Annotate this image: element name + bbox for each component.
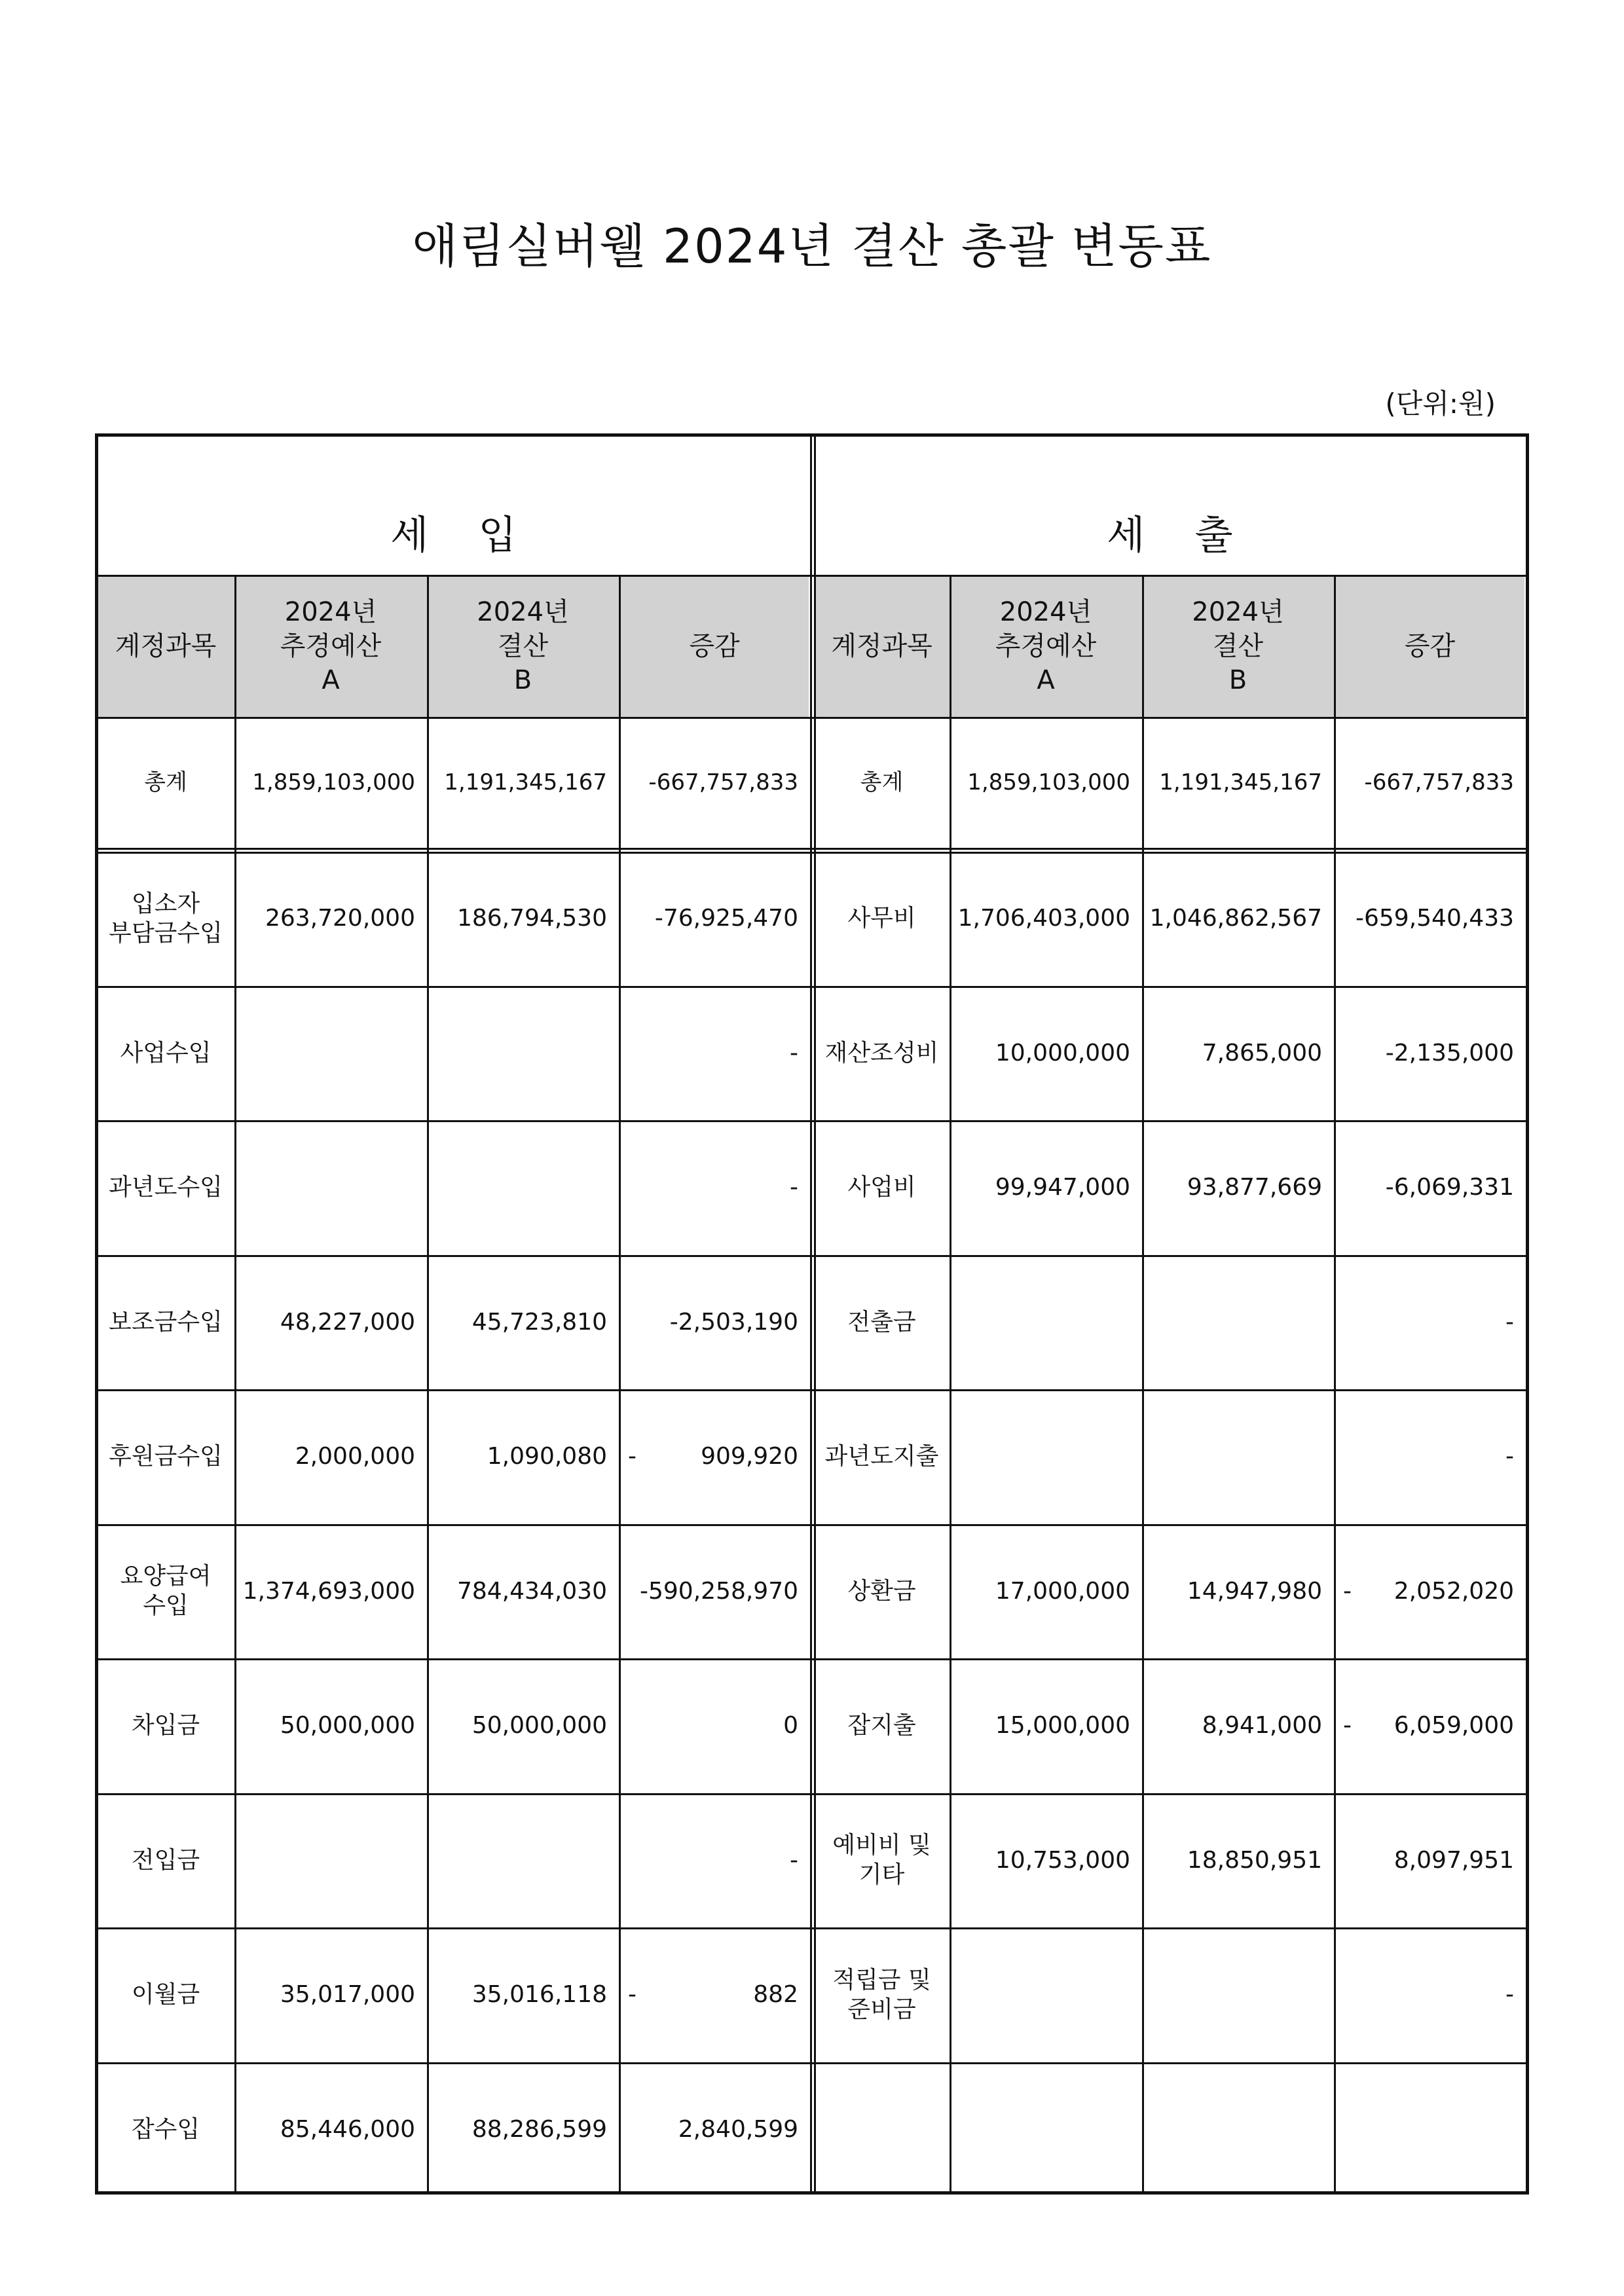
expense-row-budget	[950, 2062, 1142, 2197]
expense-row-account: 잡지출	[847, 1712, 916, 1740]
income-row-change	[619, 1389, 810, 1524]
income-row-account: 후원금수입	[109, 1443, 223, 1470]
income-row-change: -	[790, 1174, 798, 1201]
change-sign: -	[1343, 1712, 1352, 1740]
income-row-settlement: 50,000,000	[471, 1712, 607, 1740]
income-row-budget: 2,000,000	[295, 1443, 415, 1470]
expense-row-account: 상환금	[847, 1577, 916, 1605]
income-row-settlement: 186,794,530	[456, 905, 607, 932]
expense-total-change: -667,757,833	[1364, 769, 1514, 795]
income-total-change: -667,757,833	[648, 769, 798, 795]
unit-label: (단위:원)	[1385, 388, 1496, 420]
expense-row-change: -659,540,433	[1355, 905, 1514, 932]
change-sign: -	[628, 1981, 637, 2009]
income-header-cell: 증감	[689, 630, 740, 661]
expense-row-change	[1334, 2062, 1526, 2197]
income-row-budget: 35,017,000	[280, 1981, 415, 2009]
expense-row-budget: 10,000,000	[995, 1039, 1130, 1066]
income-row-change: -590,258,970	[639, 1577, 798, 1605]
expense-row-budget: 99,947,000	[995, 1174, 1130, 1201]
expense-row-account: 재산조성비	[824, 1039, 939, 1066]
income-total-settlement: 1,191,345,167	[444, 769, 607, 795]
expense-row-settlement: 7,865,000	[1202, 1039, 1322, 1066]
expense-row-change: -	[1505, 1981, 1514, 2009]
income-row-budget: 263,720,000	[265, 905, 415, 932]
expense-row-account: 적립금 및 준비금	[832, 1966, 931, 2023]
expense-row-account: 과년도지출	[824, 1443, 939, 1470]
expense-row-settlement: 18,850,951	[1187, 1846, 1322, 1874]
expense-row-account: 전출금	[847, 1308, 916, 1336]
income-row-account: 과년도수입	[109, 1174, 223, 1201]
expense-row-change: -2,135,000	[1385, 1039, 1514, 1066]
expense-row-budget	[950, 1927, 1142, 2062]
income-row-change: -76,925,470	[654, 905, 798, 932]
income-row-change: 0	[783, 1712, 798, 1740]
income-section-title: 세 입	[390, 513, 517, 558]
expense-total-budget: 1,859,103,000	[967, 769, 1130, 795]
expense-row-budget: 17,000,000	[995, 1577, 1130, 1605]
income-row-budget: 1,374,693,000	[242, 1577, 415, 1605]
income-row-settlement: 784,434,030	[456, 1577, 607, 1605]
expense-header-cell: 2024년 결산 B	[1192, 596, 1284, 695]
expense-section-title: 세 출	[1107, 513, 1233, 558]
income-row-budget: 48,227,000	[280, 1308, 415, 1336]
page-title: 애림실버웰 2024년 결산 총괄 변동표	[412, 219, 1212, 274]
expense-row-change: -	[1505, 1308, 1514, 1336]
income-row-settlement	[427, 986, 619, 1121]
change-value: 2,052,020	[1393, 1577, 1514, 1605]
expense-row-settlement	[1142, 1255, 1334, 1390]
expense-row-budget	[950, 1255, 1142, 1390]
income-row-account: 전입금	[131, 1846, 200, 1874]
change-value: 882	[753, 1981, 798, 2009]
expense-row-budget: 10,753,000	[995, 1846, 1130, 1874]
income-row-budget	[234, 1793, 427, 1928]
expense-row-settlement	[1142, 2062, 1334, 2197]
expense-row-budget	[950, 1389, 1142, 1524]
income-row-change	[619, 1927, 810, 2062]
income-header-cell: 계정과목	[115, 630, 217, 661]
change-sign: -	[628, 1443, 637, 1470]
expense-row-settlement	[1142, 1927, 1334, 2062]
expense-header-cell: 증감	[1404, 630, 1456, 661]
income-row-settlement: 1,090,080	[487, 1443, 607, 1470]
expense-row-account: 사업비	[847, 1174, 916, 1201]
income-row-budget: 50,000,000	[280, 1712, 415, 1740]
table-grid-hline	[97, 848, 1527, 850]
expense-row-settlement: 1,046,862,567	[1149, 905, 1322, 932]
expense-row-change: 8,097,951	[1393, 1846, 1514, 1874]
income-row-settlement: 35,016,118	[471, 1981, 607, 2009]
expense-row-settlement	[1142, 1389, 1334, 1524]
income-row-settlement: 45,723,810	[471, 1308, 607, 1336]
income-row-account: 요양급여 수입	[120, 1563, 212, 1620]
expense-row-change: -	[1505, 1443, 1514, 1470]
income-row-account: 이월금	[131, 1981, 200, 2009]
expense-row-change: -6,069,331	[1385, 1174, 1514, 1201]
income-total-budget: 1,859,103,000	[252, 769, 415, 795]
change-sign: -	[1343, 1577, 1352, 1605]
expense-total-account: 총계	[860, 769, 904, 795]
income-header-cell: 2024년 결산 B	[477, 596, 569, 695]
expense-row-change	[1334, 1658, 1526, 1793]
expense-row-budget: 1,706,403,000	[957, 905, 1130, 932]
change-value: 909,920	[701, 1443, 798, 1470]
income-total-account: 총계	[144, 769, 187, 795]
expense-total-settlement: 1,191,345,167	[1159, 769, 1322, 795]
expense-row-change	[1334, 1524, 1526, 1659]
expense-row-settlement: 8,941,000	[1202, 1712, 1322, 1740]
expense-row-settlement: 14,947,980	[1187, 1577, 1322, 1605]
expense-header-cell: 2024년 추경예산 A	[995, 596, 1097, 695]
change-value: 6,059,000	[1393, 1712, 1514, 1740]
expense-row-account: 사무비	[847, 905, 916, 932]
income-row-change: 2,840,599	[678, 2115, 798, 2143]
income-row-budget	[234, 1120, 427, 1255]
expense-row-budget: 15,000,000	[995, 1712, 1130, 1740]
income-row-budget: 85,446,000	[280, 2115, 415, 2143]
table-grid-vline	[810, 433, 812, 2193]
expense-row-account: 예비비 및 기타	[832, 1832, 931, 1889]
income-row-settlement	[427, 1793, 619, 1928]
income-row-change: -	[790, 1039, 798, 1066]
income-row-account: 입소자 부담금수입	[109, 890, 223, 947]
income-row-settlement: 88,286,599	[471, 2115, 607, 2143]
expense-header-cell: 계정과목	[831, 630, 932, 661]
expense-row-settlement: 93,877,669	[1187, 1174, 1322, 1201]
expense-row-account	[814, 2062, 950, 2197]
income-row-account: 사업수입	[120, 1039, 212, 1066]
income-row-account: 차입금	[131, 1712, 200, 1740]
income-row-budget	[234, 986, 427, 1121]
income-row-change: -	[790, 1846, 798, 1874]
income-header-cell: 2024년 추경예산 A	[280, 596, 382, 695]
income-row-account: 보조금수입	[109, 1308, 223, 1336]
income-row-settlement	[427, 1120, 619, 1255]
income-row-account: 잡수입	[131, 2115, 200, 2143]
income-row-change: -2,503,190	[669, 1308, 798, 1336]
